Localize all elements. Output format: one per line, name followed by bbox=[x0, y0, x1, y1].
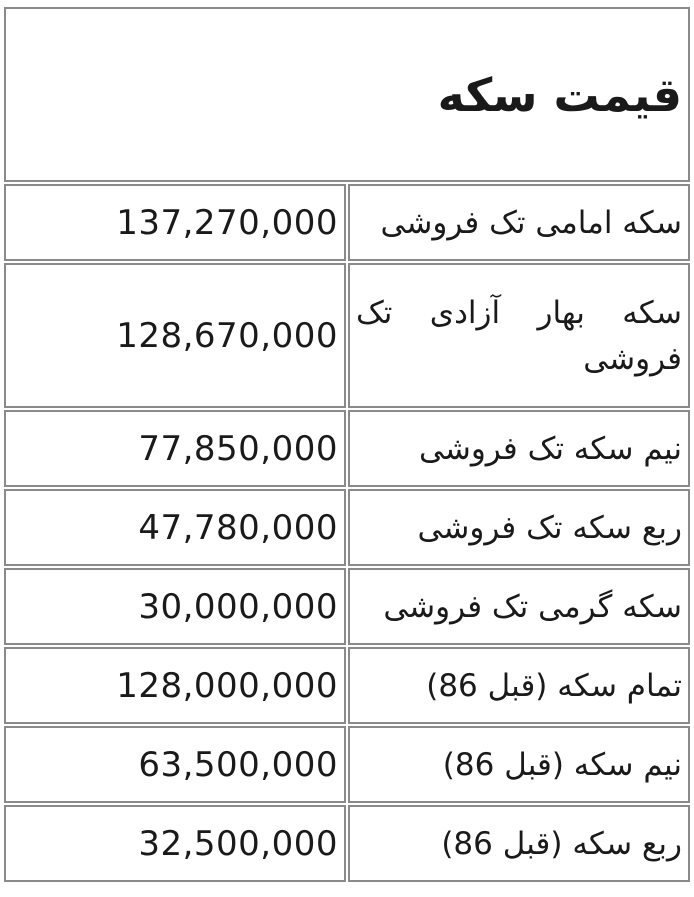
coin-price: 63,500,000 bbox=[4, 726, 346, 803]
table-row bbox=[4, 489, 690, 566]
coin-name: سکه امامی تک فروشی bbox=[348, 184, 690, 261]
table-row bbox=[4, 184, 690, 261]
coin-price: 30,000,000 bbox=[4, 568, 346, 645]
coin-name: تمام سکه (قبل 86) bbox=[348, 647, 690, 724]
coin-name: نیم سکه تک فروشی bbox=[348, 410, 690, 487]
coin-price: 137,270,000 bbox=[4, 184, 346, 261]
title-row bbox=[4, 7, 690, 182]
price-table-container bbox=[2, 5, 690, 893]
coin-name: ربع سکه (قبل 86) bbox=[348, 805, 690, 882]
table-row bbox=[4, 568, 690, 645]
table-title: قیمت سکه bbox=[4, 7, 690, 182]
coin-name: نیم سکه (قبل 86) bbox=[348, 726, 690, 803]
coin-price: 47,780,000 bbox=[4, 489, 346, 566]
coin-price: 32,500,000 bbox=[4, 805, 346, 882]
coin-name: سکه بهار آزادی تک فروشی bbox=[348, 263, 690, 408]
coin-price: 77,850,000 bbox=[4, 410, 346, 487]
table-row bbox=[4, 647, 690, 724]
coin-name: سکه گرمی تک فروشی bbox=[348, 568, 690, 645]
coin-price: 128,670,000 bbox=[4, 263, 346, 408]
coin-name: ربع سکه تک فروشی bbox=[348, 489, 690, 566]
table-row bbox=[4, 263, 690, 408]
table-row bbox=[4, 726, 690, 803]
coin-price: 128,000,000 bbox=[4, 647, 346, 724]
coin-price-table bbox=[2, 5, 692, 884]
table-row bbox=[4, 410, 690, 487]
table-row bbox=[4, 805, 690, 882]
